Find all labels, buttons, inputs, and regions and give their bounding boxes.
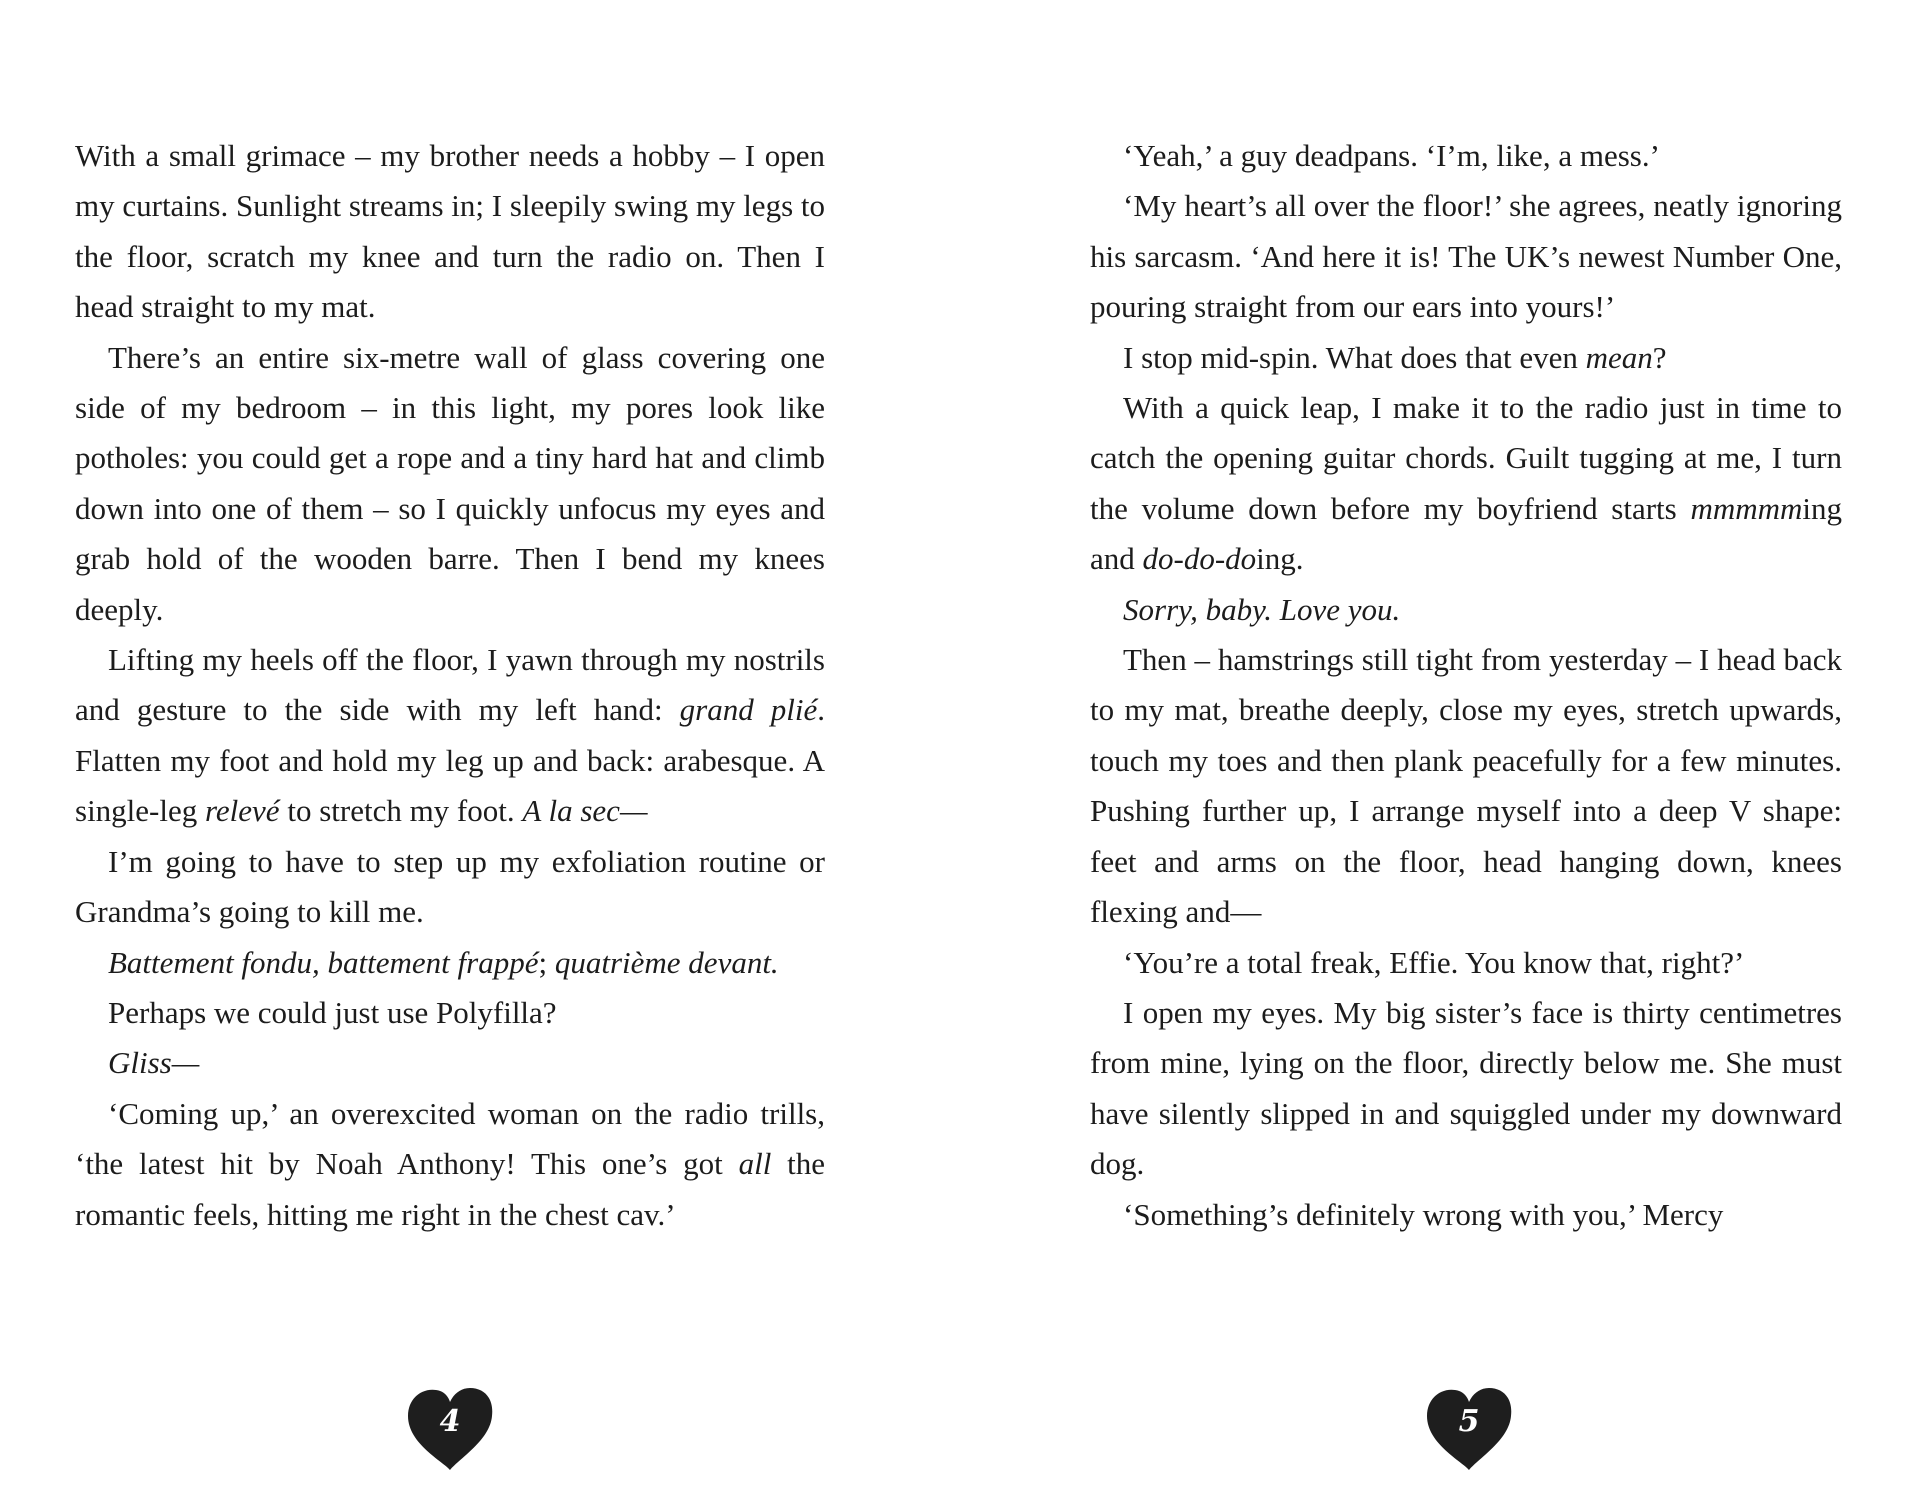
italic-text-segment: mmmmm — [1690, 490, 1803, 526]
paragraph — [75, 131, 825, 333]
text-segment: ‘My heart’s all over the floor!’ she agrees, neatly ignoring his sarcasm. ‘And here it is! The UK’s newest Number One, pouring straight from our ears into yours!’ — [1090, 188, 1842, 325]
paragraph — [1090, 988, 1842, 1190]
text-segment: . Flatten my foot and hold my leg up and back: arabesque. A single-leg — [75, 692, 825, 829]
text-segment: Perhaps we could just use Polyfilla? — [108, 994, 557, 1030]
paragraph — [75, 938, 825, 988]
paragraph — [1090, 585, 1842, 635]
italic-text-segment: do-do-do — [1142, 541, 1257, 577]
paragraph — [1090, 938, 1842, 988]
text-segment: Then – hamstrings still tight from yesterday – I head back to my mat, breathe deeply, close my eyes, stretch upwards, touch my toes and then plank peacefully for a few minutes. Pushing further up, I arrange myself into a deep V shape: feet and arms on the floor, head hanging down, knees flexing and— — [1090, 642, 1842, 930]
paragraph — [1090, 181, 1842, 332]
text-segment: ; — [538, 944, 555, 980]
paragraph — [75, 837, 825, 938]
text-segment: the romantic feels, hitting me right in the chest cav.’ — [75, 1146, 826, 1232]
text-segment: ing. — [1256, 541, 1304, 577]
italic-text-segment: Sorry, baby. Love you. — [1123, 591, 1401, 627]
right-page-text — [1090, 131, 1842, 1240]
italic-text-segment: all — [738, 1146, 772, 1182]
text-segment: With a quick leap, I make it to the radio just in time to catch the opening guitar chords. Guilt tugging at me, I turn the volume down before my boyfriend starts — [1090, 390, 1842, 526]
text-segment: ‘Something’s definitely wrong with you,’ Mercy — [1123, 1196, 1724, 1232]
text-segment: ing and — [1090, 490, 1842, 577]
text-segment: I open my eyes. My big sister’s face is thirty centimetres from mine, lying on the floor, directly below me. She must have silently slipped in and squiggled under my downward dog. — [1090, 994, 1842, 1182]
paragraph — [1090, 333, 1842, 383]
text-segment: to stretch my foot. — [279, 793, 523, 829]
text-segment: With a small grimace – my brother needs a hobby – I open my curtains. Sunlight streams in; I sleepily swing my legs to the floor, scratch my knee and turn the radio on. Then I head straight to my mat. — [75, 138, 825, 325]
left-page-number — [404, 1386, 496, 1472]
italic-text-segment: quatrième devant. — [554, 944, 779, 980]
paragraph — [75, 1038, 825, 1088]
paragraph — [1090, 383, 1842, 585]
italic-text-segment: Gliss— — [108, 1045, 200, 1081]
text-segment: ? — [1652, 339, 1667, 375]
italic-text-segment: grand plié — [679, 692, 818, 728]
paragraph — [1090, 131, 1842, 181]
paragraph — [1090, 635, 1842, 937]
text-segment: ‘Yeah,’ a guy deadpans. ‘I’m, like, a mess.’ — [1123, 138, 1660, 173]
italic-text-segment: Battement fondu, battement frappé — [108, 944, 539, 980]
right-page-number — [1423, 1386, 1515, 1472]
paragraph — [75, 333, 825, 635]
paragraph — [1090, 1190, 1842, 1240]
right-page — [957, 0, 1915, 1486]
left-page — [0, 0, 957, 1486]
italic-text-segment: relevé — [205, 793, 280, 829]
paragraph — [75, 988, 825, 1038]
text-segment: I stop mid-spin. What does that even — [1123, 339, 1586, 375]
text-segment: ‘You’re a total freak, Effie. You know that, right?’ — [1123, 944, 1745, 980]
text-segment: There’s an entire six-metre wall of glass covering one side of my bedroom – in this light, my pores look like potholes: you could get a rope and a tiny hard hat and climb down into one of them – so I quickly unfocus my eyes and grab hold of the wooden barre. Then I bend my knees deeply. — [75, 339, 825, 627]
page-number-text: 5 — [1458, 1404, 1480, 1439]
page-number-text: 4 — [439, 1404, 461, 1439]
paragraph — [75, 1089, 825, 1240]
text-segment: ‘Coming up,’ an overexcited woman on the radio trills, ‘the latest hit by Noah Anthony! This one’s got — [75, 1095, 825, 1182]
italic-text-segment: mean — [1585, 339, 1653, 375]
text-segment: Lifting my heels off the floor, I yawn through my nostrils and gesture to the side with my left hand: — [75, 642, 825, 728]
text-segment: I’m going to have to step up my exfoliation routine or Grandma’s going to kill me. — [75, 843, 825, 930]
paragraph — [75, 635, 825, 837]
left-page-text — [75, 131, 825, 1240]
italic-text-segment: A la sec— — [522, 793, 648, 829]
